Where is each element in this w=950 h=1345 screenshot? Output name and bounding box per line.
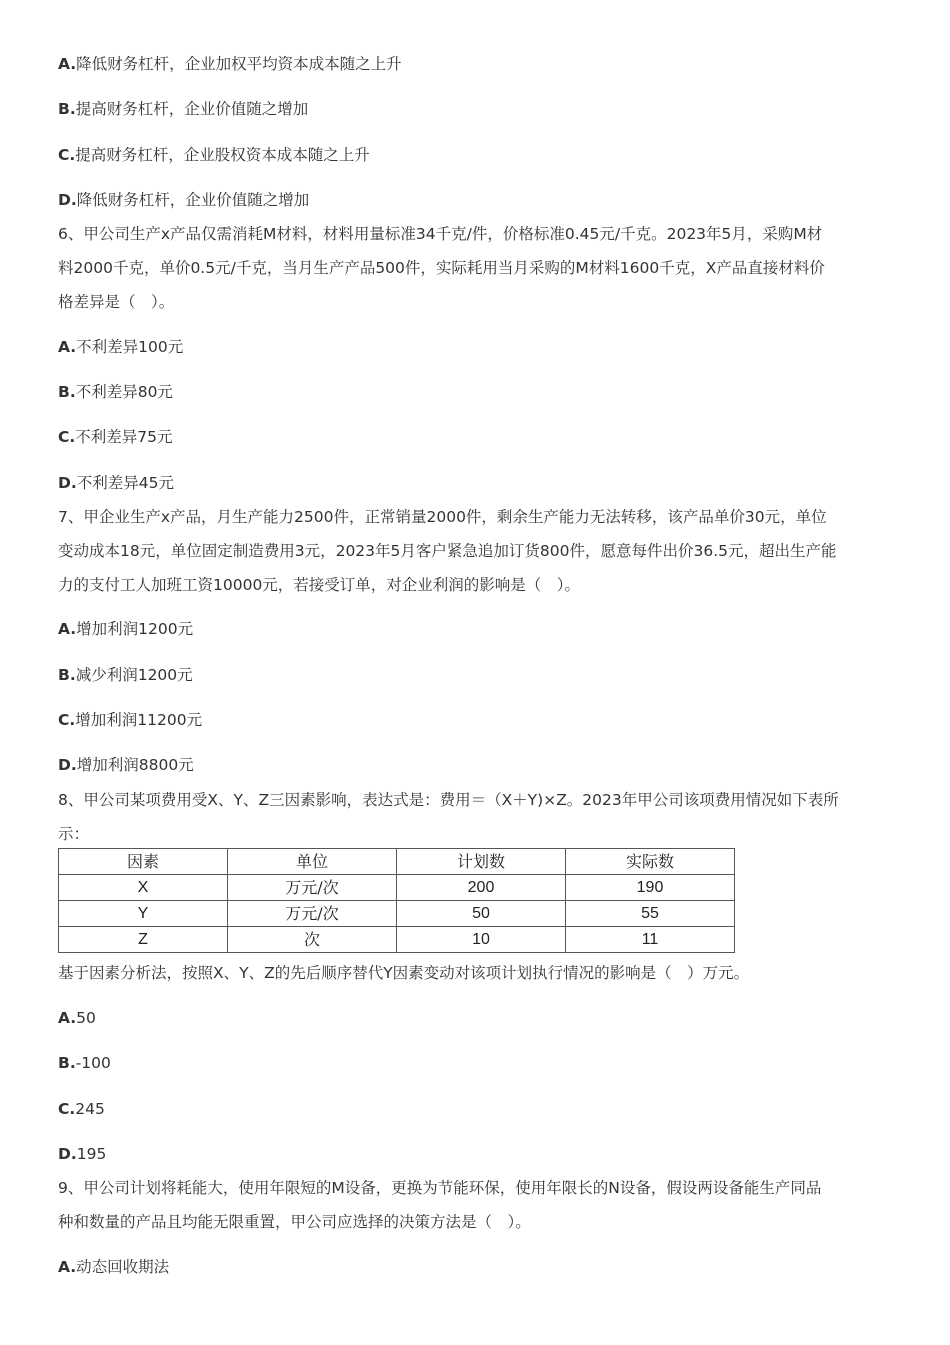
q7-stem-line-1: 7、甲企业生产x产品，月生产能力2500件，正常销量2000件，剩余生产能力无法转移，该产品单价30元，单位	[58, 508, 827, 526]
q8-question-line: 基于因素分析法，按照X、Y、Z的先后顺序替代Y因素变动对该项计划执行情况的影响是（ ）万元。	[58, 964, 750, 982]
factor-table	[58, 848, 735, 953]
table-row	[59, 875, 735, 901]
header-plan: 计划数	[397, 849, 566, 875]
q6-stem-line-2: 料2000千克，单价0.5元/千克，当月生产产品500件，实际耗用当月采购的M材料1600千克，X产品直接材料价	[58, 259, 825, 277]
q8-stem-line-2: 示：	[58, 825, 90, 843]
table-cell: 55	[566, 901, 735, 927]
q5-option-d: D.降低财务杠杆，企业价值随之增加	[58, 191, 310, 209]
table-cell: Z	[59, 927, 228, 953]
header-factor: 因素	[59, 849, 228, 875]
q9-stem-line-2: 种和数量的产品且均能无限重置，甲公司应选择的决策方法是（ ）。	[58, 1213, 531, 1231]
q5-option-c: C.提高财务杠杆，企业股权资本成本随之上升	[58, 146, 370, 164]
table-cell: 190	[566, 875, 735, 901]
q8-option-b: B.-100	[58, 1054, 111, 1072]
q6-stem-line-1: 6、甲公司生产x产品仅需消耗M材料，材料用量标准34千克/件，价格标准0.45元/千克。2023年5月，采购M材	[58, 225, 823, 243]
q7-stem-line-3: 力的支付工人加班工资10000元，若接受订单，对企业利润的影响是（ ）。	[58, 576, 581, 594]
factor-table-header	[59, 849, 735, 875]
table-cell: 万元/次	[228, 901, 397, 927]
table-cell: 11	[566, 927, 735, 953]
q7-stem-line-2: 变动成本18元，单位固定制造费用3元，2023年5月客户紧急追加订货800件，愿意每件出价36.5元，超出生产能	[58, 542, 837, 560]
q9-stem-line-1: 9、甲公司计划将耗能大，使用年限短的M设备，更换为节能环保，使用年限长的N设备，假设两设备能生产同品	[58, 1179, 822, 1197]
q6-stem-line-3: 格差异是（ ）。	[58, 293, 175, 311]
q8-option-d: D.195	[58, 1145, 107, 1163]
q6-option-a: A.不利差异100元	[58, 338, 184, 356]
q6-option-c: C.不利差异75元	[58, 428, 173, 446]
q7-option-c: C.增加利润11200元	[58, 711, 203, 729]
q6-option-d: D.不利差异45元	[58, 474, 174, 492]
q8-option-c: C.245	[58, 1100, 105, 1118]
q7-option-a: A.增加利润1200元	[58, 620, 194, 638]
table-cell: 次	[228, 927, 397, 953]
header-unit: 单位	[228, 849, 397, 875]
q8-option-a: A.50	[58, 1009, 96, 1027]
table-cell: 200	[397, 875, 566, 901]
table-cell: 10	[397, 927, 566, 953]
table-cell: 50	[397, 901, 566, 927]
q7-option-b: B.减少利润1200元	[58, 666, 193, 684]
table-row	[59, 901, 735, 927]
table-cell: Y	[59, 901, 228, 927]
q9-option-a: A.动态回收期法	[58, 1258, 170, 1276]
q5-option-b: B.提高财务杠杆，企业价值随之增加	[58, 100, 309, 118]
q7-option-d: D.增加利润8800元	[58, 756, 194, 774]
table-cell: X	[59, 875, 228, 901]
table-cell: 万元/次	[228, 875, 397, 901]
q6-option-b: B.不利差异80元	[58, 383, 173, 401]
q5-option-a: A.降低财务杠杆，企业加权平均资本成本随之上升	[58, 55, 402, 73]
table-row	[59, 927, 735, 953]
q8-stem-line-1: 8、甲公司某项费用受X、Y、Z三因素影响，表达式是：费用＝（X＋Y)×Z。2023年甲公司该项费用情况如下表所	[58, 791, 839, 809]
header-actual: 实际数	[566, 849, 735, 875]
